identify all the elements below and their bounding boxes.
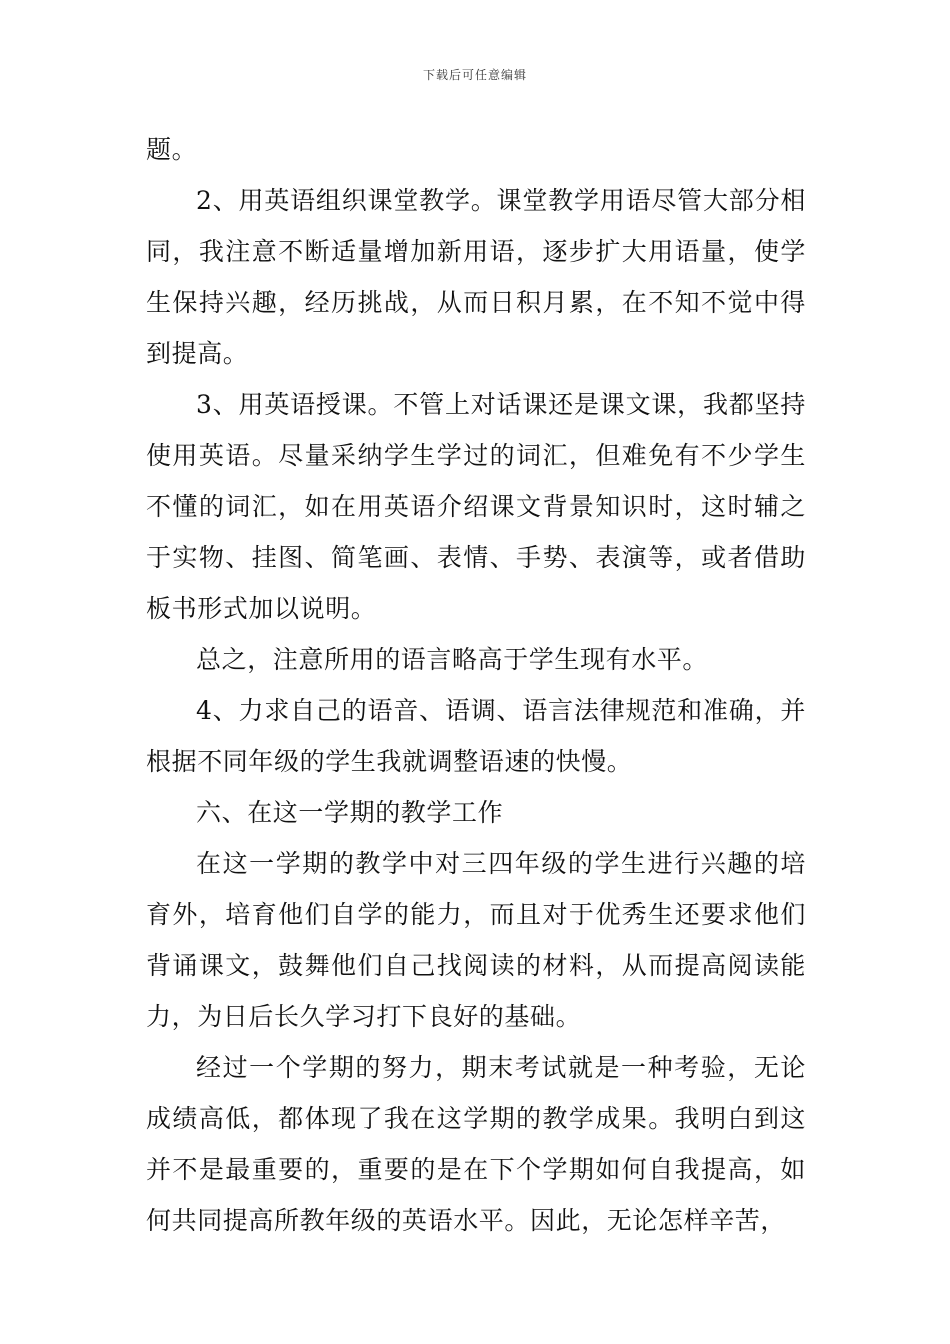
paragraph-conclusion: 经过一个学期的努力，期末考试就是一种考验，无论成绩高低，都体现了我在这学期的教学成果。我明白到这并不是最重要的，重要的是在下个学期如何自我提高，如何共同提高所教年级的英语水平。因此，无论怎样辛苦， xyxy=(146,1053,806,1235)
paragraph-summary: 总之，注意所用的语言略高于学生现有水平。 xyxy=(196,645,709,674)
paragraph-item-4: 4、力求自己的语音、语调、语言法律规范和准确，并根据不同年级的学生我就调整语速的快慢。 xyxy=(146,696,806,776)
section-heading-six: 六、在这一学期的教学工作 xyxy=(196,798,504,827)
document-body xyxy=(146,124,806,1246)
paragraph-item-3: 3、用英语授课。不管上对话课还是课文课，我都坚持使用英语。尽量采纳学生学过的词汇，但难免有不少学生不懂的词汇，如在用英语介绍课文背景知识时，这时辅之于实物、挂图、简笔画、表情、手势、表演等，或者借助板书形式加以说明。 xyxy=(146,390,806,623)
paragraph-continuation: 题。 xyxy=(146,135,198,164)
paragraph-item-2: 2、用英语组织课堂教学。课堂教学用语尽管大部分相同，我注意不断适量增加新用语，逐步扩大用语量，使学生保持兴趣，经历挑战，从而日积月累，在不知不觉中得到提高。 xyxy=(146,186,806,368)
page-header-note: 下载后可任意编辑 xyxy=(422,68,527,82)
paragraph-semester-teaching: 在这一学期的教学中对三四年级的学生进行兴趣的培育外，培育他们自学的能力，而且对于优秀生还要求他们背诵课文，鼓舞他们自己找阅读的材料，从而提高阅读能力，为日后长久学习打下良好的基础。 xyxy=(146,849,806,1031)
